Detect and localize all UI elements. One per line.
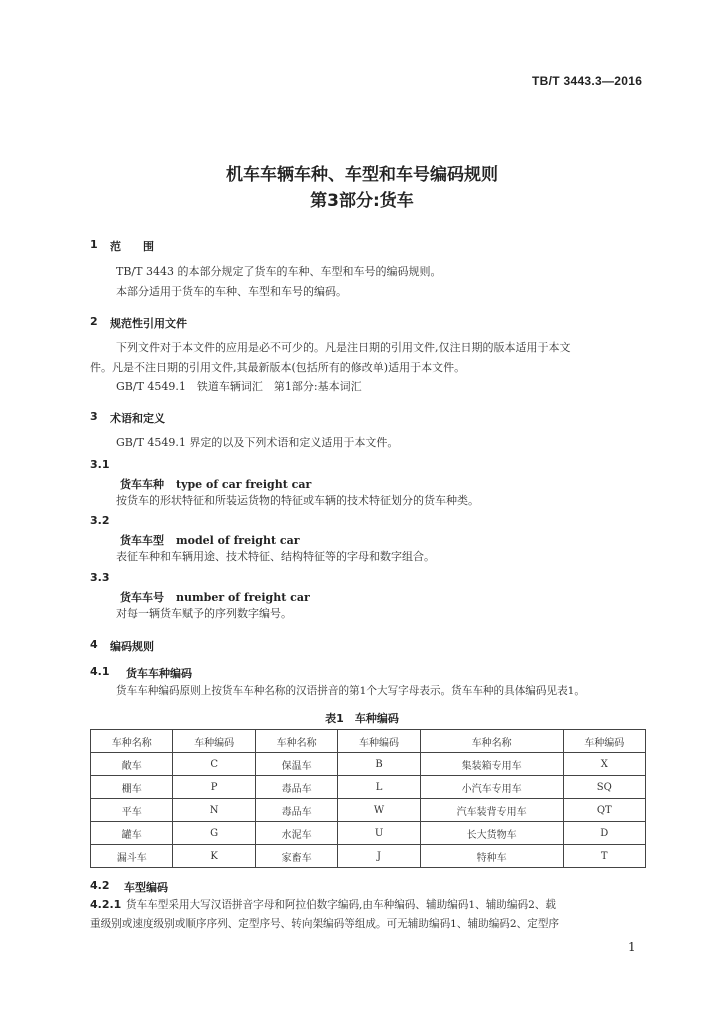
section-4-2-1-para-1: 货车车型采用大写汉语拼音字母和阿拉伯数字编码,由车种编码、辅助编码1、辅助编码2、载 [126,899,557,911]
term-3-2-number: 3.2 [90,514,110,527]
table-row [91,822,646,845]
table-header-cell: 车种编码 [563,730,645,753]
table-cell: 集装箱专用车 [420,753,563,776]
table-cell: J [338,845,420,868]
table-cell: 特种车 [420,845,563,868]
term-3-1 [120,476,311,492]
section-1-para-1: TB/T 3443 的本部分规定了货车的车种、车型和车号的编码规则。 [116,265,442,278]
section-3-para-1: GB/T 4549.1 界定的以及下列术语和定义适用于本文件。 [116,436,399,449]
table-cell: G [173,822,255,845]
section-1-para-2: 本部分适用于货车的车种、车型和车号的编码。 [116,285,347,298]
table-header-cell: 车种名称 [91,730,173,753]
section-2-para-1-cont: 件。凡是不注日期的引用文件,其最新版本(包括所有的修改单)适用于本文件。 [90,361,466,374]
table-row [91,799,646,822]
section-4-number: 4 [90,638,98,651]
section-3-title: 术语和定义 [110,412,165,425]
table-cell: N [173,799,255,822]
table-cell: C [173,753,255,776]
page-number: 1 [628,940,636,954]
table-cell: 保温车 [255,753,337,776]
section-4-2-1-para-2: 重级别或速度级别或顺序序列、定型序号、转向架编码等组成。可无辅助编码1、辅助编码2、定型序 [90,918,560,930]
section-4-1-para: 货车车种编码原则上按货车车种名称的汉语拼音的第1个大写字母表示。货车车种的具体编码见表1。 [116,685,586,697]
table-header-cell: 车种名称 [420,730,563,753]
section-2-number: 2 [90,315,98,328]
table-cell: X [563,753,645,776]
table-cell: 罐车 [91,822,173,845]
term-3-2-cn: 货车车型 [120,534,164,547]
document-subtitle: 第3部分:货车 [310,191,414,211]
table-header-row [91,730,646,753]
table-cell: SQ [563,776,645,799]
term-3-3-definition: 对每一辆货车赋予的序列数字编号。 [116,607,292,620]
term-3-1-cn: 货车车种 [120,478,164,491]
term-3-2 [120,532,300,548]
section-2-title: 规范性引用文件 [110,317,187,330]
term-3-2-definition: 表征车种和车辆用途、技术特征、结构特征等的字母和数字组合。 [116,550,435,563]
term-3-3-number: 3.3 [90,571,110,584]
table-cell: L [338,776,420,799]
document-title: 机车车辆车种、车型和车号编码规则 [226,165,498,185]
table-header-cell: 车种名称 [255,730,337,753]
table-cell: 汽车装背专用车 [420,799,563,822]
table-cell: 水泥车 [255,822,337,845]
term-3-2-en: model of freight car [176,534,300,547]
section-4-1-number: 4.1 [90,665,110,678]
table-row [91,845,646,868]
section-4-2-1-number: 4.2.1 [90,898,122,911]
table-cell: 长大货物车 [420,822,563,845]
section-1-title: 范 围 [110,240,154,253]
section-4-1-title: 货车车种编码 [126,667,192,680]
table-cell: W [338,799,420,822]
table-cell: B [338,753,420,776]
table-cell: P [173,776,255,799]
table-cell: 毒品车 [255,799,337,822]
section-2-reference: GB/T 4549.1 铁道车辆词汇 第1部分:基本词汇 [116,380,362,393]
section-1-number: 1 [90,238,98,251]
term-3-1-number: 3.1 [90,458,110,471]
table-header-cell: 车种编码 [173,730,255,753]
table-cell: 小汽车专用车 [420,776,563,799]
table-1-caption: 表1 车种编码 [325,712,399,725]
table-cell: 敞车 [91,753,173,776]
table-row [91,776,646,799]
term-3-3-en: number of freight car [176,591,310,604]
table-cell: K [173,845,255,868]
standard-number: TB/T 3443.3—2016 [532,74,643,88]
table-cell: QT [563,799,645,822]
table-cell: D [563,822,645,845]
section-4-2-title: 车型编码 [124,881,168,894]
table-cell: U [338,822,420,845]
vehicle-type-code-table [90,729,646,868]
table-cell: 毒品车 [255,776,337,799]
section-3-number: 3 [90,410,98,423]
section-4-2-number: 4.2 [90,879,110,892]
term-3-3-cn: 货车车号 [120,591,164,604]
term-3-1-en: type of car freight car [176,478,312,491]
term-3-1-definition: 按货车的形状特征和所装运货物的特征或车辆的技术特征划分的货车种类。 [116,494,479,507]
table-header-cell: 车种编码 [338,730,420,753]
table-cell: T [563,845,645,868]
table-cell: 漏斗车 [91,845,173,868]
table-cell: 家畜车 [255,845,337,868]
table-row [91,753,646,776]
term-3-3 [120,589,310,605]
table-cell: 棚车 [91,776,173,799]
section-2-para-1: 下列文件对于本文件的应用是必不可少的。凡是注日期的引用文件,仅注日期的版本适用于本文 [116,341,571,354]
table-cell: 平车 [91,799,173,822]
section-4-title: 编码规则 [110,640,154,653]
